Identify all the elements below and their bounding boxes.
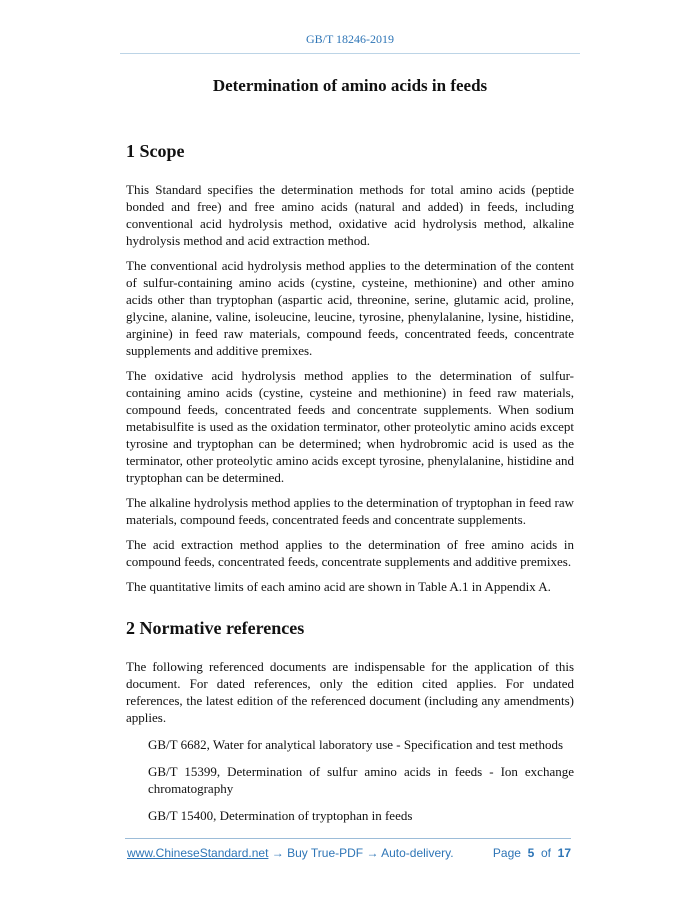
- page-number: 5: [527, 846, 535, 860]
- footer: [127, 846, 571, 860]
- footer-divider: [125, 838, 571, 839]
- paragraph: This Standard specifies the determination methods for total amino acids (peptide bonded and free) and free amino acids (natural and added) in feeds, including conventional acid hydrolysis method, oxidative acid hydrolysis method, alkaline hydrolysis method and acid extraction method.: [126, 182, 574, 248]
- paragraph: The alkaline hydrolysis method applies to the determination of tryptophan in feed raw materials, compound feeds, concentrated feeds and concentrate supplements.: [126, 495, 574, 527]
- paragraph: The oxidative acid hydrolysis method applies to the determination of sulfur-containing amino acids (cystine, cysteine and methionine) in feed raw materials, compound feeds, concentrated feeds and concentrate supplements. When sodium metabisulfite is used as the oxidation terminator, other proteolytic amino acids except tyrosine and tryptophan can be determined; when hydrobromic acid is used as the terminator, other proteolytic amino acids except tyrosine, phenylalanine, histidine and tryptophan can be determined.: [126, 368, 574, 485]
- running-header: GB/T 18246-2019: [305, 32, 395, 46]
- footer-promo: → Buy True-PDF → Auto-delivery.: [268, 846, 454, 860]
- reference-item: GB/T 15399, Determination of sulfur amino acids in feeds - Ion exchange chromatography: [148, 764, 574, 796]
- page-indicator: Page 5 of 17: [492, 846, 571, 860]
- document-title: Determination of amino acids in feeds: [212, 76, 488, 95]
- section-scope: [126, 141, 574, 603]
- paragraph: The quantitative limits of each amino acid are shown in Table A.1 in Appendix A.: [126, 579, 551, 594]
- website-link[interactable]: www.ChineseStandard.net: [127, 846, 269, 860]
- paragraph: The acid extraction method applies to the determination of free amino acids in compound feeds, concentrated feeds, concentrate supplements and additive premixes.: [126, 537, 574, 569]
- section-heading: 2 Normative references: [126, 618, 305, 638]
- paragraph: The following referenced documents are indispensable for the application of this document. For dated references, only the edition cited applies. For undated references, the latest edition of the referenced document (including any amendments) applies.: [126, 659, 574, 725]
- section-normative-references: [126, 618, 574, 832]
- reference-item: GB/T 15400, Determination of tryptophan in feeds: [148, 808, 413, 823]
- header-divider: [120, 53, 580, 54]
- section-heading: 1 Scope: [126, 141, 185, 161]
- paragraph: The conventional acid hydrolysis method applies to the determination of the content of sulfur-containing amino acids (cystine, cysteine, methionine) and other amino acids other than tryptophan (aspartic acid, threonine, serine, glutamic acid, proline, glycine, alanine, valine, isoleucine, leucine, tyrosine, phenylalanine, lysine, histidine, arginine) in feed raw materials, compound feeds, concentrated feeds, concentrate supplements and additive premixes.: [126, 258, 574, 358]
- page-total: 17: [557, 846, 571, 860]
- reference-item: GB/T 6682, Water for analytical laboratory use - Specification and test methods: [148, 737, 564, 752]
